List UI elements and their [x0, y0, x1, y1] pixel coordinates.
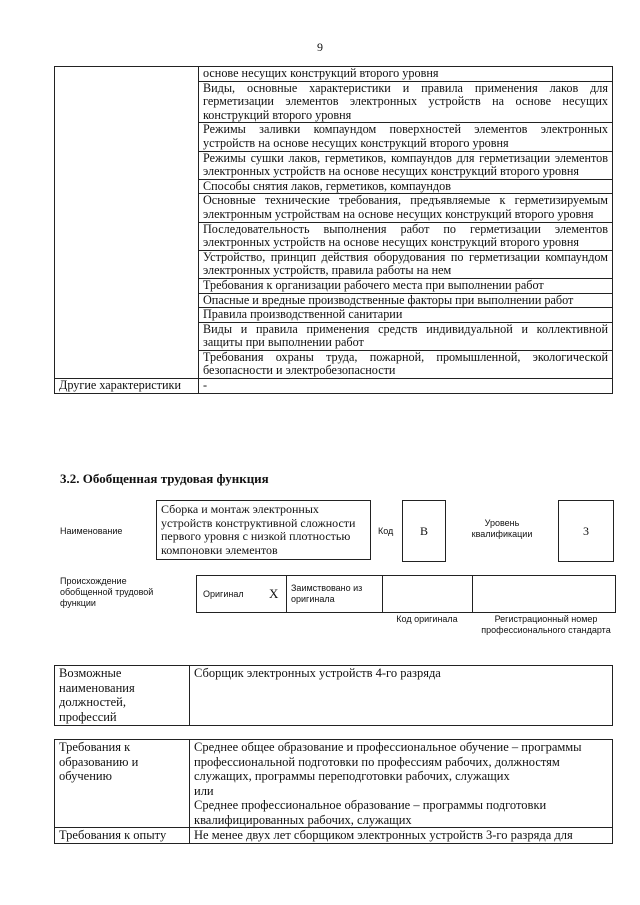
- reg-number-cell: [473, 576, 615, 612]
- table-row: [55, 67, 613, 82]
- list-item: Виды и правила применения средств индивидуальной и коллективной защиты при выполнении работ: [199, 322, 613, 350]
- original-mark: X: [269, 586, 279, 601]
- list-item: Режимы сушки лаков, герметиков, компаундов для герметизации элементов электронных устройств на основе несущих конструкций второго уровня: [199, 151, 613, 179]
- table-row: [55, 828, 613, 844]
- education-line: Среднее общее образование и профессиональное обучение – программы профессиональной подготовки по профессиям рабочих, должностям служащих, программы переподготовки рабочих, служащих: [194, 740, 582, 783]
- positions-label: Возможные наименования должностей, профессий: [55, 666, 190, 726]
- page-number: 9: [317, 40, 323, 54]
- list-item: Виды, основные характеристики и правила применения лаков для герметизации элементов электронных устройств на основе несущих конструкций второго уровня: [199, 81, 613, 123]
- requirements-table: [54, 739, 613, 844]
- origin-label: Происхождение обобщенной трудовой функции: [60, 576, 154, 608]
- borrowed-label: Заимствовано из оригинала: [291, 583, 363, 604]
- experience-label: Требования к опыту: [55, 828, 190, 844]
- knowledge-table: [54, 66, 613, 394]
- experience-value: Не менее двух лет сборщиком электронных устройств 3-го разряда для: [190, 828, 613, 844]
- list-item: основе несущих конструкций второго уровня: [199, 67, 613, 82]
- list-item: Способы снятия лаков, герметиков, компаундов: [199, 179, 613, 194]
- function-code: В: [402, 500, 446, 562]
- education-line: или: [194, 783, 214, 798]
- list-item: Требования охраны труда, пожарной, промышленной, экологической безопасности и электробезопасности: [199, 350, 613, 378]
- education-label: Требования к образованию и обучению: [55, 740, 190, 828]
- function-name: Сборка и монтаж электронных устройств конструктивной сложности первого уровня с низкой плотностью компоновки элементов: [156, 500, 371, 560]
- list-item: Устройство, принцип действия оборудования по герметизации компаундом электронных устройств, правила работы на нем: [199, 250, 613, 278]
- qualification-level: 3: [558, 500, 614, 562]
- list-item: Основные технические требования, предъявляемые к герметизируемым электронным устройствам на основе несущих конструкций второго уровня: [199, 194, 613, 222]
- list-item: Режимы заливки компаундом поверхностей элементов электронных устройств на основе несущих конструкций второго уровня: [199, 123, 613, 151]
- table-row: [55, 666, 613, 726]
- name-label: Наименование: [60, 526, 123, 536]
- section-title: 3.2. Обобщенная трудовая функция: [60, 471, 269, 486]
- positions-table: [54, 665, 613, 726]
- borrowed-cell: [287, 576, 383, 612]
- other-characteristics-value: -: [199, 379, 613, 394]
- education-line: Среднее профессиональное образование – программы подготовки квалифицированных рабочих, служащих: [194, 798, 547, 827]
- level-label: Уровень квалификации: [471, 518, 533, 539]
- original-label: Оригинал: [203, 589, 244, 599]
- list-item: Правила производственной санитарии: [199, 308, 613, 323]
- table-row: [55, 379, 613, 394]
- code-original-caption: Код оригинала: [396, 614, 458, 624]
- row-label-empty: [55, 67, 199, 379]
- positions-value: Сборщик электронных устройств 4-го разряда: [190, 666, 613, 726]
- code-original-cell: [383, 576, 473, 612]
- reg-number-caption: Регистрационный номер профессионального стандарта: [481, 614, 611, 635]
- list-item: Требования к организации рабочего места при выполнении работ: [199, 278, 613, 293]
- list-item: Опасные и вредные производственные факторы при выполнении работ: [199, 293, 613, 308]
- code-label: Код: [378, 526, 394, 536]
- list-item: Последовательность выполнения работ по герметизации элементов электронных устройств на основе несущих конструкций второго уровня: [199, 222, 613, 250]
- other-characteristics-label: Другие характеристики: [55, 379, 199, 394]
- education-value: [190, 740, 613, 828]
- table-row: [55, 740, 613, 828]
- original-cell: [197, 576, 287, 612]
- origin-row: [196, 575, 616, 613]
